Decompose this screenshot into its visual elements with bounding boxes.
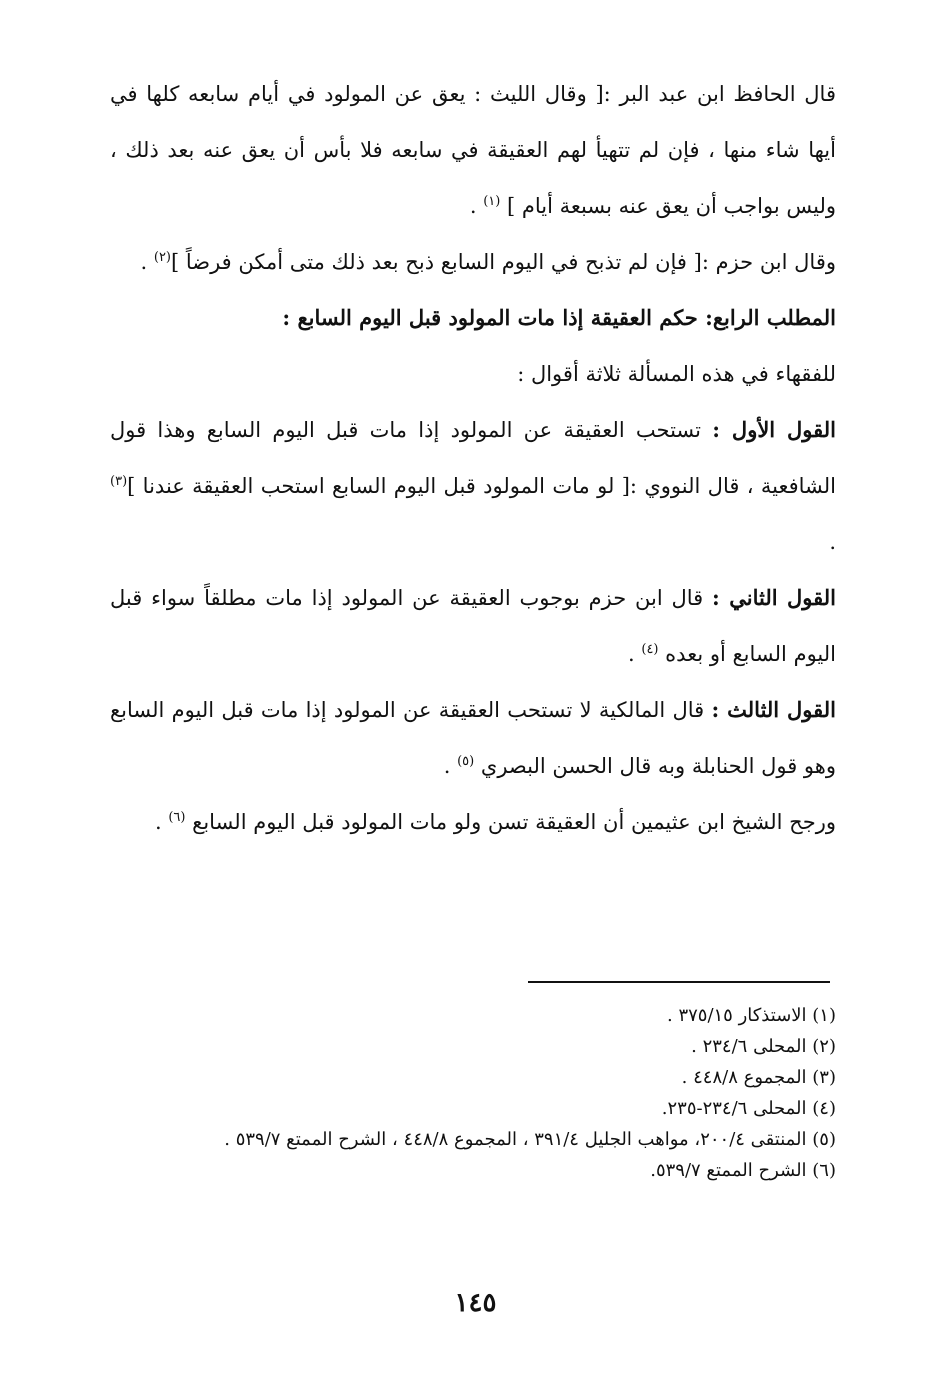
saying-label: القول الثاني :: [712, 585, 837, 610]
saying-label: القول الثالث :: [711, 697, 837, 722]
footnote-5: (٥) المنتقى ٢٠٠/٤، مواهب الجليل ٣٩١/٤ ، المجموع ٤٤٨/٨ ، الشرح الممتع ٥٣٩/٧ .: [224, 1129, 836, 1150]
footnote-ref-6: (٦): [168, 810, 186, 825]
footnote-ref-4: (٤): [641, 642, 659, 657]
paragraph-text: قال الحافظ ابن عبد البر :[ وقال الليث : يعق عن المولود في أيام سابعه كلها في أيها شاء منها ، فإن لم تتهيأ لهم العقيقة في سابعه فلا بأس أن يعق عنه بعد ذلك ، وليس بواجب أن يعق عنه بسبعة أيام ]: [110, 82, 836, 218]
paragraph-end: .: [140, 250, 154, 274]
paragraph-end: .: [469, 194, 484, 218]
footnote-4: (٤) المحلى ٢٣٤/٦-٢٣٥.: [661, 1098, 836, 1119]
footnote-2: (٢) المحلى ٢٣٤/٦ .: [691, 1036, 836, 1057]
saying-text: قال ابن حزم بوجوب العقيقة عن المولود إذا مات مطلقاً سواء قبل اليوم السابع أو بعده: [110, 586, 836, 666]
paragraph-text: وقال ابن حزم :[ فإن لم تذبح في اليوم السابع ذبح بعد ذلك متى أمكن فرضاً ]: [171, 250, 836, 274]
saying-text: قال المالكية لا تستحب العقيقة عن المولود إذا مات قبل اليوم السابع وهو قول الحنابلة وبه قال الحسن البصري: [110, 698, 836, 778]
conclusion-end: .: [154, 810, 169, 834]
footnote-1: (١) الاستذكار ٣٧٥/١٥ .: [666, 1005, 836, 1026]
footnote-divider: [528, 981, 830, 983]
paragraph-ibn-abd-al-barr: [110, 66, 836, 234]
saying-end: .: [628, 642, 642, 666]
page-number: ١٤٥: [454, 1288, 497, 1318]
conclusion: [110, 794, 836, 850]
footnotes: [110, 1000, 836, 1186]
saying-end: .: [829, 530, 836, 554]
footnote-6: (٦) الشرح الممتع ٥٣٩/٧.: [650, 1160, 836, 1181]
saying-end: .: [443, 754, 458, 778]
footnote-3: (٣) المجموع ٤٤٨/٨ .: [681, 1067, 836, 1088]
section-heading: المطلب الرابع: حكم العقيقة إذا مات المولود قبل اليوم السابع :: [282, 305, 836, 330]
main-text: [110, 66, 836, 850]
saying-third: [110, 682, 836, 794]
footnote-ref-1: (١): [483, 194, 501, 209]
saying-label: القول الأول :: [712, 417, 837, 442]
footnote-ref-3: (٣): [110, 474, 128, 489]
conclusion-text: ورجح الشيخ ابن عثيمين أن العقيقة تسن ولو مات المولود قبل اليوم السابع: [185, 810, 836, 834]
intro-line: للفقهاء في هذه المسألة ثلاثة أقوال :: [517, 362, 836, 386]
saying-first: [110, 402, 836, 570]
saying-second: [110, 570, 836, 682]
footnote-ref-5: (٥): [457, 754, 475, 769]
saying-text: تستحب العقيقة عن المولود إذا مات قبل اليوم السابع وهذا قول الشافعية ، قال النووي :[ لو مات المولود قبل اليوم السابع استحب العقيقة عندنا ]: [110, 418, 836, 498]
paragraph-ibn-hazm: [110, 234, 836, 290]
footnote-ref-2: (٢): [153, 250, 171, 265]
